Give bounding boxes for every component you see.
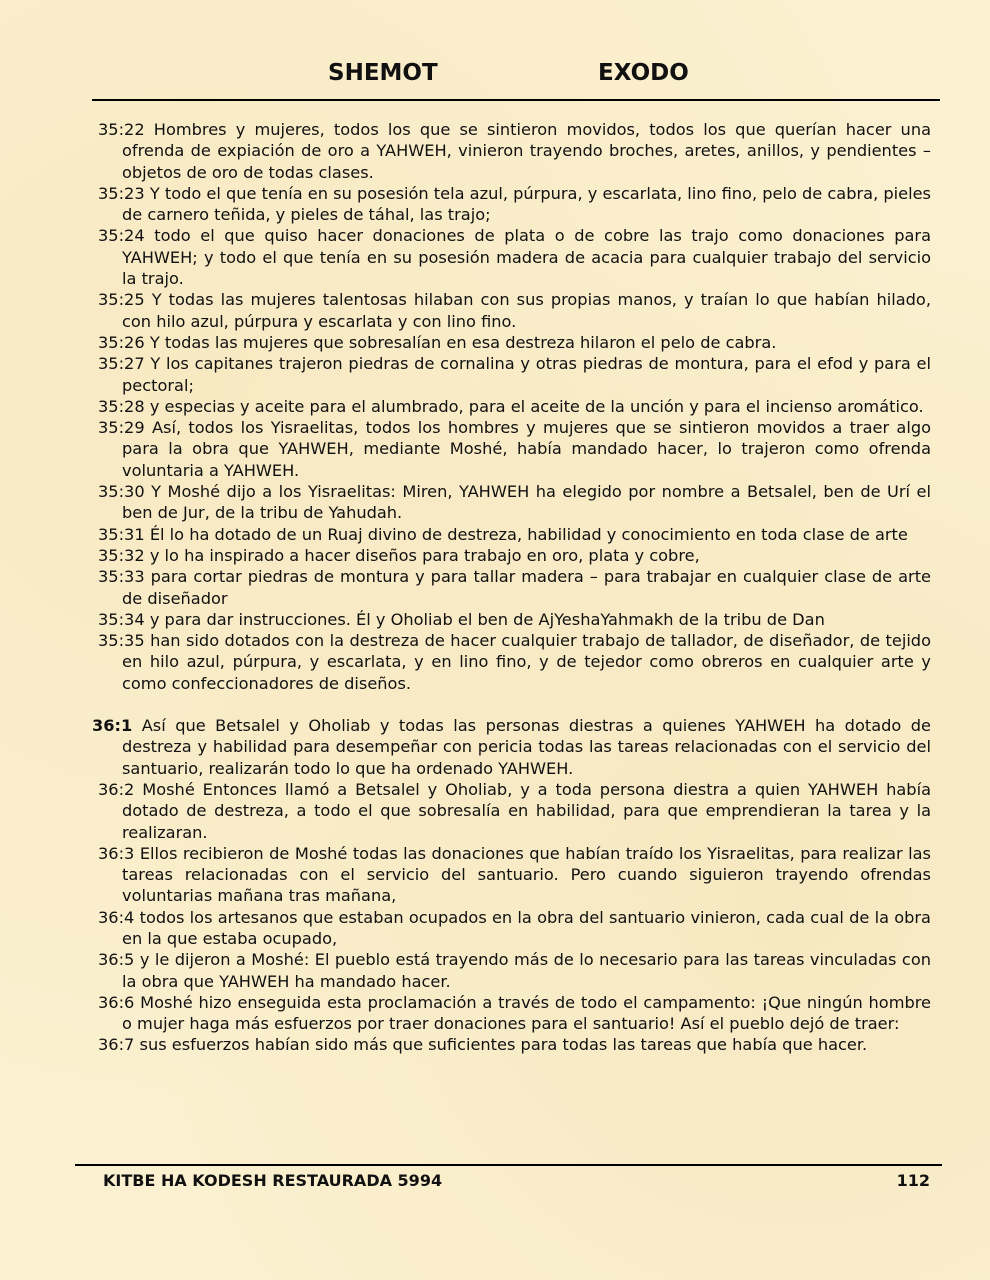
scripture-text: [92, 119, 931, 1056]
verse: [98, 949, 931, 992]
verse-ref: 36:4: [98, 907, 135, 927]
verse: [98, 396, 931, 417]
verse-ref: 35:23: [98, 183, 145, 203]
book-spanish-title: EXODO: [598, 60, 689, 86]
verse: [98, 843, 931, 907]
verse-text: Así, todos los Yisraelitas, todos los hombres y mujeres que se sintieron movidos a traer algo para la obra que YAHWEH, mediante Moshé, había mandado hacer, lo trajeron como ofrenda voluntaria a YAHWEH.: [122, 418, 931, 480]
verse: [98, 417, 931, 481]
verse-text: Hombres y mujeres, todos los que se sintieron movidos, todos los que querían hacer una ofrenda de expiación de oro a YAHWEH, vinieron trayendo broches, aretes, anillos, y pendientes –objetos de oro de todas clases.: [122, 120, 931, 182]
verse-ref: 36:2: [98, 779, 135, 799]
verse-text: todos los artesanos que estaban ocupados en la obra del santuario vinieron, cada cual de la obra en la que estaba ocupado,: [122, 907, 931, 948]
verse-text: para cortar piedras de montura y para tallar madera – para trabajar en cualquier clase de arte de diseñador: [122, 567, 931, 608]
verse: [98, 524, 931, 545]
verse-text: Él lo ha dotado de un Ruaj divino de destreza, habilidad y conocimiento en toda clase de arte: [149, 524, 908, 544]
verse-text: Ellos recibieron de Moshé todas las donaciones que habían traído los Yisraelitas, para realizar las tareas relacionadas con el servicio del santuario. Pero cuando siguieron trayendo ofrendas voluntarias mañana tras mañana,: [122, 843, 931, 906]
footer-divider: [75, 1164, 942, 1166]
verse: [98, 225, 931, 289]
verse-text: Así que Betsalel y Oholiab y todas las personas diestras a quienes YAHWEH ha dotado de destreza y habilidad para desempeñar con pericia todas las tareas relacionadas con el servicio del santuario, realizarán todo lo que ha ordenado YAHWEH.: [122, 716, 931, 778]
verse-ref: 35:32: [98, 545, 145, 565]
verse-ref: 35:25: [98, 290, 145, 310]
verse-ref: 35:34: [98, 609, 145, 629]
verse: [98, 332, 931, 353]
page-number: 112: [896, 1171, 930, 1190]
verse-ref: 35:27: [98, 354, 145, 374]
book-hebrew-title: SHEMOT: [328, 60, 438, 86]
verse-ref: 36:7: [98, 1035, 135, 1055]
verse: [98, 907, 931, 950]
verse-ref: 36:5: [98, 950, 135, 970]
verse-text: y le dijeron a Moshé: El pueblo está trayendo más de lo necesario para las tareas vinculadas con la obra que YAHWEH ha mandado hacer.: [122, 950, 931, 991]
verse-ref: 35:30: [98, 482, 145, 502]
page-header: [0, 60, 990, 94]
verse-text: Moshé hizo enseguida esta proclamación a través de todo el campamento: ¡Que ningún hombre o mujer haga más esfuerzos por traer donaciones para el santuario! Así el pueblo dejó de traer:: [122, 992, 931, 1034]
verse-text: Y Moshé dijo a los Yisraelitas: Miren, YAHWEH ha elegido por nombre a Betsalel, ben de Urí el ben de Jur, de la tribu de Yahudah.: [122, 482, 931, 523]
verse: [98, 289, 931, 332]
verse-text: sus esfuerzos habían sido más que suficientes para todas las tareas que había que hacer.: [139, 1035, 868, 1055]
verse-ref: 35:24: [98, 226, 145, 246]
verse-text: Y todo el que tenía en su posesión tela azul, púrpura, y escarlata, lino fino, pelo de cabra, pieles de carnero teñida, y pieles de táhal, las trajo;: [122, 183, 931, 225]
verse-text: Y todas las mujeres que sobresalían en esa destreza hilaron el pelo de cabra.: [149, 332, 777, 352]
verse-text: y lo ha inspirado a hacer diseños para trabajo en oro, plata y cobre,: [149, 545, 700, 565]
verse-text: y para dar instrucciones. Él y Oholiab el ben de AjYeshaYahmakh de la tribu de Dan: [149, 609, 825, 629]
verse: [98, 353, 931, 396]
chapter-start-verse: [92, 715, 931, 779]
verse-ref: 35:33: [98, 567, 145, 587]
verse-text: Moshé Entonces llamó a Betsalel y Oholiab, y a toda persona diestra a quien YAHWEH había dotado de destreza, a todo el que sobresalía en habilidad, para que emprendieran la tarea y la realizaran.: [122, 779, 931, 842]
verse-ref: 35:31: [98, 524, 145, 544]
verse: [98, 183, 931, 226]
verse: [98, 630, 931, 694]
verse: [98, 481, 931, 524]
header-divider: [92, 99, 940, 101]
verse-text: todo el que quiso hacer donaciones de plata o de cobre las trajo como donaciones para YAHWEH; y todo el que tenía en su posesión madera de acacia para cualquier trabajo del servicio la trajo.: [122, 226, 931, 289]
verse-ref: 35:26: [98, 332, 145, 352]
verse-ref: 35:22: [98, 120, 145, 139]
verse-ref: 35:28: [98, 396, 145, 416]
verse-ref: 36:6: [98, 992, 135, 1012]
verse-text: Y los capitanes trajeron piedras de cornalina y otras piedras de montura, para el efod y para el pectoral;: [122, 354, 931, 395]
chapter-verse-ref: 36:1: [92, 716, 133, 736]
verse: [98, 1034, 931, 1055]
verse: [98, 545, 931, 566]
verse-ref: 35:35: [98, 631, 145, 651]
verse: [98, 609, 931, 630]
verse: [98, 779, 931, 843]
verse-text: y especias y aceite para el alumbrado, para el aceite de la unción y para el incienso aromático.: [149, 396, 924, 416]
verse-ref: 36:3: [98, 843, 135, 863]
verse-ref: 35:29: [98, 418, 145, 438]
footer-book-title: KITBE HA KODESH RESTAURADA 5994: [103, 1171, 443, 1190]
verse-text: han sido dotados con la destreza de hacer cualquier trabajo de tallador, de diseñador, de tejido en hilo azul, púrpura, y escarlata, y en lino fino, y de tejedor como obreros en cualquier arte y como confeccionadores de diseños.: [122, 631, 931, 693]
verse: [98, 119, 931, 183]
verse: [98, 566, 931, 609]
verse: [98, 992, 931, 1035]
verse-text: Y todas las mujeres talentosas hilaban con sus propias manos, y traían lo que habían hilado, con hilo azul, púrpura y escarlata y con lino fino.: [122, 290, 931, 331]
